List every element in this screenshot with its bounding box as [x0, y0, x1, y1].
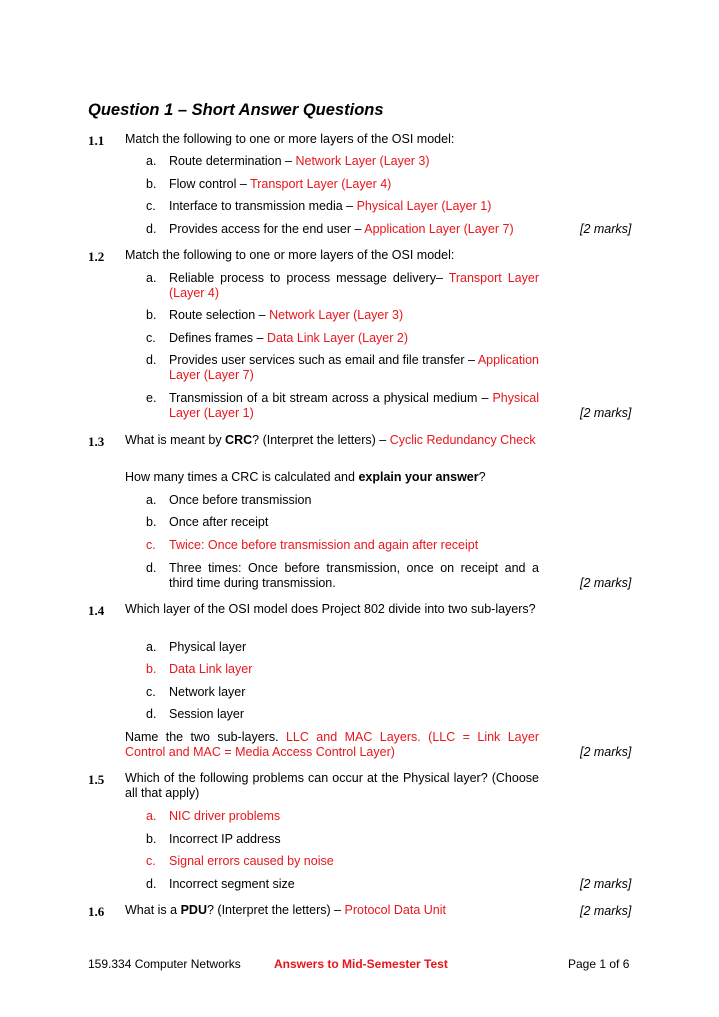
item-text: Transmission of a bit stream across a physical medium –: [169, 391, 493, 405]
answer-text: Application Layer (Layer 7): [364, 222, 514, 236]
list-item: [146, 515, 539, 530]
question-number: 1.4: [88, 603, 105, 618]
item-text: Route selection –: [169, 308, 270, 322]
question-stem: Which layer of the OSI model does Project 802 divide into two sub-layers?: [125, 602, 536, 616]
stem-text: ? (Interpret the letters) –: [252, 433, 390, 447]
item-text: Incorrect IP address: [169, 832, 281, 846]
list-item: [146, 331, 539, 346]
stem-bold: PDU: [180, 903, 207, 917]
item-text: Once before transmission: [169, 493, 312, 507]
item-text: Reliable process to process message delivery–: [169, 271, 449, 285]
item-label: b.: [146, 308, 157, 322]
list-item: [146, 271, 539, 301]
item-text: Once after receipt: [169, 515, 269, 529]
item-label: c.: [146, 685, 156, 699]
list-item: [146, 353, 539, 383]
stem-text: What is a: [125, 903, 181, 917]
stem-text: ? (Interpret the letters) –: [206, 903, 345, 917]
item-label: e.: [146, 391, 157, 405]
item-label: c.: [146, 854, 156, 868]
list-item-correct: [146, 854, 539, 869]
item-text: Interface to transmission media –: [169, 199, 357, 213]
question-number: 1.3: [88, 434, 105, 449]
footer-page-number: Page 1 of 6: [568, 957, 630, 971]
item-text: Incorrect segment size: [169, 877, 295, 891]
item-label: c.: [146, 199, 156, 213]
question-stem: Match the following to one or more layers of the OSI model:: [125, 248, 455, 262]
answer-text: Transport Layer (Layer 4): [250, 177, 392, 191]
list-item: [146, 391, 539, 421]
list-item: [146, 640, 539, 655]
stem-text: What is meant by: [125, 433, 226, 447]
marks-label: [2 marks]: [580, 576, 632, 590]
list-item: [146, 832, 539, 847]
item-text: Physical layer: [169, 640, 247, 654]
item-text: NIC driver problems: [169, 809, 281, 823]
marks-label: [2 marks]: [580, 904, 632, 918]
list-item: [146, 199, 539, 214]
stem-bold: CRC: [225, 433, 253, 447]
question-stem: Match the following to one or more layers of the OSI model:: [125, 132, 455, 146]
item-label: d.: [146, 222, 157, 236]
item-label: b.: [146, 177, 157, 191]
item-text: Three times: Once before transmission, once on receipt and a third time during transmission.: [169, 561, 539, 590]
list-item-correct: [146, 662, 539, 677]
answer-text: Transport Layer (Layer 4): [169, 271, 539, 300]
list-item-correct: [146, 809, 539, 824]
answer-text: Protocol Data Unit: [344, 903, 446, 917]
marks-label: [2 marks]: [580, 745, 632, 759]
question-number: 1.5: [88, 772, 105, 787]
marks-label: [2 marks]: [580, 877, 632, 891]
question-subprompt: [125, 730, 539, 760]
stem-text: ?: [478, 470, 486, 484]
item-label: d.: [146, 877, 157, 891]
list-item: [146, 707, 539, 722]
answer-text: Application Layer (Layer 7): [169, 353, 539, 382]
item-label: c.: [146, 331, 156, 345]
item-text: Data Link layer: [169, 662, 253, 676]
item-label: a.: [146, 640, 157, 654]
item-text: Network layer: [169, 685, 246, 699]
item-label: b.: [146, 515, 157, 529]
item-label: a.: [146, 271, 157, 285]
list-item: [146, 493, 539, 508]
item-label: d.: [146, 707, 157, 721]
answer-text: Physical Layer (Layer 1): [169, 391, 539, 420]
list-item: [146, 685, 539, 700]
stem-bold: explain your answer: [358, 470, 479, 484]
item-text: Twice: Once before transmission and again after receipt: [169, 538, 479, 552]
footer-course: 159.334 Computer Networks: [88, 957, 241, 971]
item-label: a.: [146, 493, 157, 507]
item-text: Flow control –: [169, 177, 251, 191]
list-item-correct: [146, 538, 539, 553]
section-heading: Question 1 – Short Answer Questions: [88, 101, 384, 119]
item-label: b.: [146, 662, 157, 676]
item-text: Provides user services such as email and file transfer –: [169, 353, 478, 367]
answer-text: Data Link Layer (Layer 2): [266, 331, 409, 345]
item-label: c.: [146, 538, 156, 552]
question-number: 1.1: [88, 133, 105, 148]
stem-text: Name the two sub-layers.: [125, 730, 286, 744]
question-stem: [125, 903, 539, 918]
list-item: [146, 877, 539, 892]
footer-document-title: Answers to Mid-Semester Test: [274, 957, 448, 971]
list-item: [146, 177, 539, 192]
question-stem: [125, 433, 539, 448]
question-stem: Which of the following problems can occur at the Physical layer? (Choose all that apply): [125, 771, 539, 800]
item-text: Defines frames –: [169, 331, 267, 345]
list-item: [146, 154, 539, 169]
item-text: Session layer: [169, 707, 245, 721]
list-item: [146, 561, 539, 591]
answer-text: Network Layer (Layer 3): [269, 308, 404, 322]
item-label: d.: [146, 561, 157, 575]
marks-label: [2 marks]: [580, 406, 632, 420]
question-number: 1.6: [88, 904, 105, 919]
item-text: Route determination –: [169, 154, 296, 168]
item-label: a.: [146, 809, 157, 823]
item-text: Provides access for the end user –: [169, 222, 365, 236]
question-number: 1.2: [88, 249, 105, 264]
item-label: a.: [146, 154, 157, 168]
item-text: Signal errors caused by noise: [169, 854, 334, 868]
item-label: d.: [146, 353, 157, 367]
list-item: [146, 222, 539, 237]
answer-text: Cyclic Redundancy Check: [389, 433, 536, 447]
answer-text: LLC and MAC Layers. (LLC = Link Layer Control and MAC = Media Access Control Layer): [125, 730, 539, 759]
stem-text: How many times a CRC is calculated and: [125, 470, 359, 484]
marks-label: [2 marks]: [580, 222, 632, 236]
item-label: b.: [146, 832, 157, 846]
list-item: [146, 308, 539, 323]
answer-text: Network Layer (Layer 3): [295, 154, 430, 168]
answer-text: Physical Layer (Layer 1): [356, 199, 492, 213]
question-subprompt: [125, 470, 539, 485]
